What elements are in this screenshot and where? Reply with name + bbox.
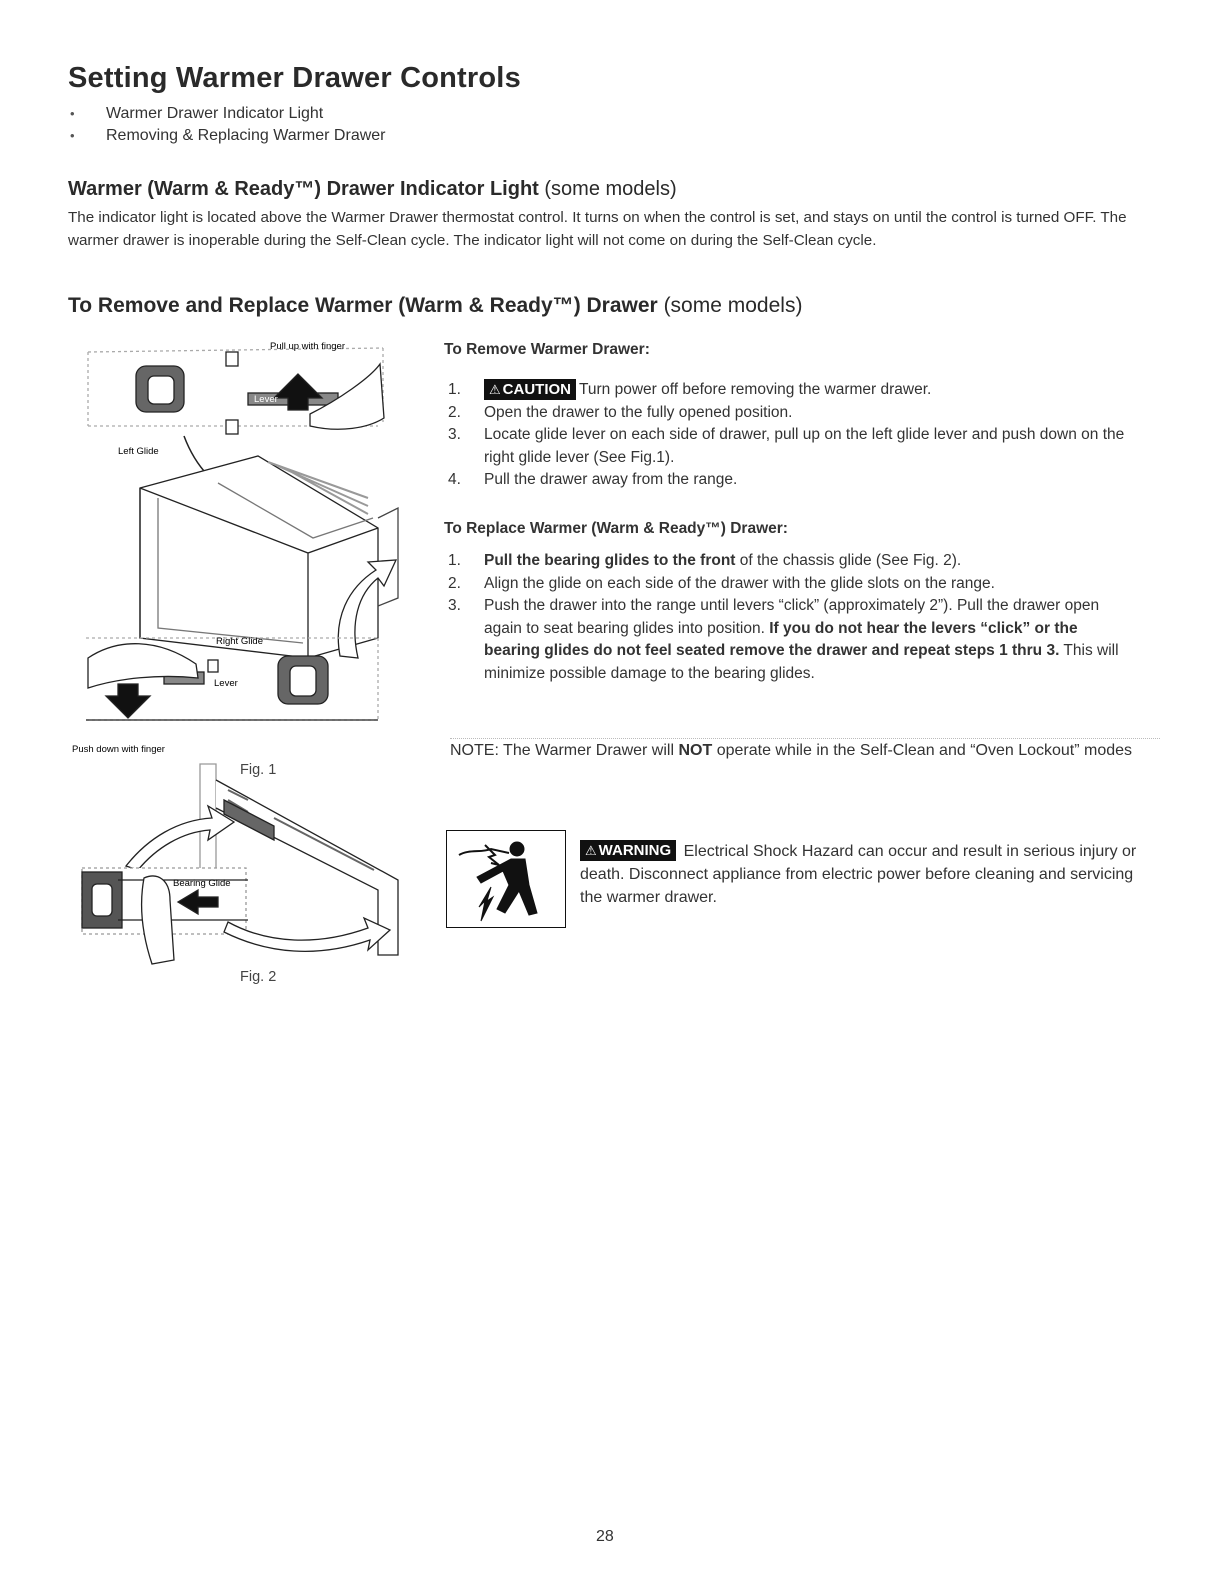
note-emphasis: NOT [678, 742, 713, 759]
topic-item: • Warmer Drawer Indicator Light [68, 103, 386, 125]
note-text [450, 738, 1160, 762]
indicator-light-heading [68, 178, 677, 201]
curved-arrow-bottom [224, 918, 390, 951]
note-start: NOTE: The Warmer Drawer will [450, 742, 679, 759]
warning-triangle-icon: ⚠ [585, 843, 597, 858]
left-glide-label: Left Glide [118, 446, 159, 457]
step-text: Open the drawer to the fully opened position. [484, 403, 793, 421]
heading-bold: To Remove and Replace Warmer (Warm & Ready™) Drawer [68, 294, 658, 317]
down-arrow [106, 684, 150, 718]
replace-drawer-heading: To Replace Warmer (Warm & Ready™) Drawer: [444, 520, 788, 537]
step-text: This will minimize possible damage to the bearing glides. [484, 642, 1119, 682]
step-text: Push the drawer into the range until levers “click” (approximately 2”). Pull the drawer open again to seat bearing glides into position. [484, 597, 1100, 637]
warning-text [580, 840, 1150, 909]
warning-badge [580, 840, 676, 861]
remove-replace-heading [68, 294, 802, 318]
step-number: 1. [448, 381, 461, 398]
caution-label: CAUTION [502, 381, 571, 398]
bearing-glide-label: Bearing Glide [173, 878, 231, 889]
electric-shock-icon [451, 835, 561, 923]
push-down-label: Push down with finger [72, 744, 165, 755]
page-number: 28 [596, 1528, 614, 1545]
step-number: 3. [448, 426, 461, 443]
heading-qualifier: (some models) [657, 294, 803, 317]
fig2-caption: Fig. 2 [240, 969, 277, 985]
step-number: 3. [448, 597, 461, 614]
caution-badge [484, 379, 576, 400]
list-item [446, 573, 1126, 596]
topic-list [68, 103, 386, 147]
shock-hazard-box [446, 830, 566, 928]
fig1-illustration [72, 338, 398, 755]
remove-drawer-heading: To Remove Warmer Drawer: [444, 341, 650, 358]
lever-label: Lever [214, 678, 238, 689]
fig1-caption: Fig. 1 [240, 762, 277, 778]
warning-triangle-icon: ⚠ [489, 382, 501, 397]
step-number: 2. [448, 403, 461, 421]
page-title: Setting Warmer Drawer Controls [68, 62, 521, 94]
step-emphasis: If you do not hear the levers “click” or the bearing glides do not feel seated remove the drawer and repeat steps 1 thru 3. [484, 619, 1078, 659]
right-glide-label: Right Glide [216, 636, 263, 647]
pushing-finger [142, 876, 174, 964]
step-emphasis: Pull the bearing glides to the front [484, 552, 736, 569]
step-text: Locate glide lever on each side of drawer, pull up on the left glide lever and push down on the right glide lever (See Fig.1). [484, 426, 1125, 466]
heading-qualifier: (some models) [538, 178, 677, 200]
warning-message: Electrical Shock Hazard can occur and result in serious injury or death. Disconnect appliance from electric power before cleaning and servicing the warmer drawer. [580, 843, 1137, 906]
replace-steps-list [446, 550, 1126, 685]
step-text: Pull the drawer away from the range. [484, 471, 738, 488]
indicator-light-paragraph: The indicator light is located above the Warmer Drawer thermostat control. It turns on when the control is set, and stays on until the control is turned OFF. The warmer drawer is inoperable during the Self-Clean cycle. The indicator light will not come on during the Self-Clean cycle. [68, 209, 1127, 249]
step-number: 1. [448, 552, 461, 569]
step-text: Align the glide on each side of the drawer with the glide slots on the range. [484, 574, 995, 592]
step-text: of the chassis glide (See Fig. 2). [735, 552, 962, 569]
list-item [446, 469, 1146, 492]
lever-tag-label: Lever [254, 394, 278, 405]
list-item [446, 402, 1146, 425]
topic-item: • Removing & Replacing Warmer Drawer [68, 125, 386, 147]
pull-up-label: Pull up with finger [270, 341, 345, 352]
list-item [446, 424, 1146, 469]
step-number: 4. [448, 471, 461, 488]
step-text: Turn power off before removing the warmer drawer. [578, 381, 932, 398]
note-end: operate while in the Self-Clean and “Oven Lockout” modes [712, 742, 1133, 759]
fig2-illustration [78, 760, 408, 970]
list-item [446, 379, 1146, 402]
list-item [446, 550, 1126, 573]
remove-steps-list [446, 379, 1146, 492]
curved-arrow-top [126, 806, 234, 870]
list-item [446, 595, 1126, 685]
heading-bold: Warmer (Warm & Ready™) Drawer Indicator Light [68, 178, 539, 200]
step-number: 2. [448, 574, 461, 592]
warning-label: WARNING [598, 842, 672, 859]
